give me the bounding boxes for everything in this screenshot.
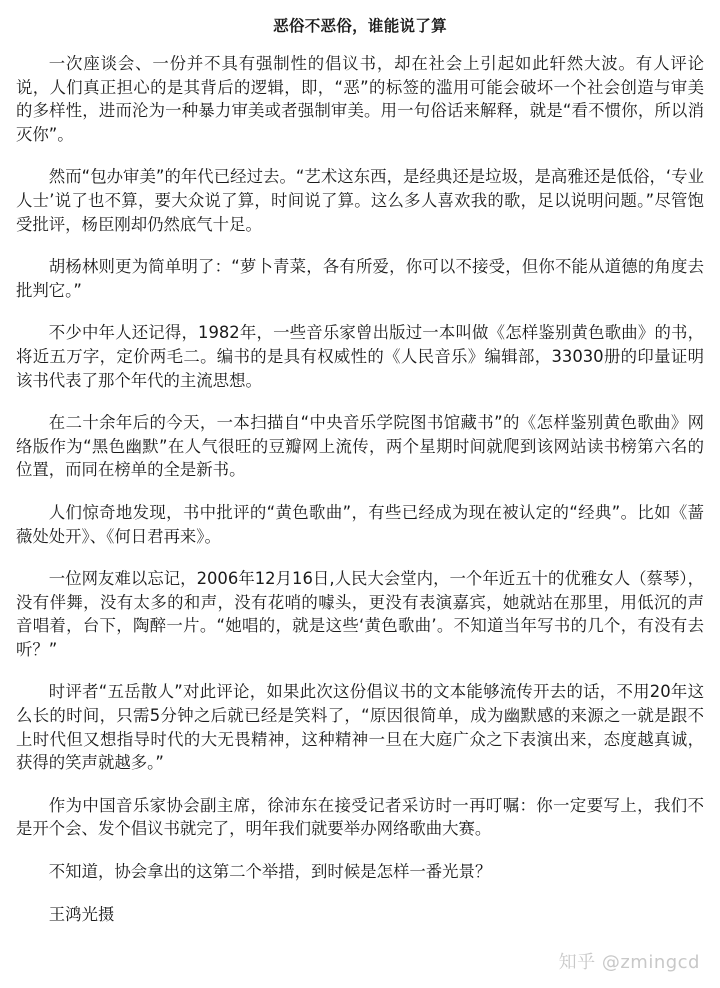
- zhihu-watermark: 知乎 @zmingcd: [558, 952, 700, 973]
- article-paragraph: 不少中年人还记得，1982年，一些音乐家曾出版过一本叫做《怎样鉴别黄色歌曲》的书，将近五万字，定价两毛二。编书的是具有权威性的《人民音乐》编辑部，33030册的印量证明该书代表了那个年代的主流思想。: [16, 323, 704, 390]
- article-paragraph: 一次座谈会、一份并不具有强制性的倡议书，却在社会上引起如此轩然大波。有人评论说，人们真正担心的是其背后的逻辑，即，“恶”的标签的滥用可能会破坏一个社会创造与审美的多样性，进而沦为一种暴力审美或者强制审美。用一句俗话来解释，就是“看不惯你，所以消灭你”。: [16, 54, 704, 144]
- article-paragraph: 胡杨林则更为简单明了：“萝卜青菜，各有所爱，你可以不接受，但你不能从道德的角度去批判它。”: [16, 257, 704, 300]
- photo-credit: 王鸿光摄: [48, 904, 115, 924]
- article-title: 恶俗不恶俗，谁能说了算: [273, 17, 447, 35]
- article-paragraph: 不知道，协会拿出的这第二个举措，到时候是怎样一番光景？: [48, 862, 492, 882]
- article-paragraph: 作为中国音乐家协会副主席，徐沛东在接受记者采访时一再叮嘱：你一定要写上，我们不是开个会、发个倡议书就完了，明年我们就要举办网络歌曲大赛。: [16, 795, 704, 839]
- article-paragraph: 一位网友难以忘记，2006年12月16日,人民大会堂内，一个年近五十的优雅女人（蔡琴），没有伴舞，没有太多的和声，没有花哨的噱头，更没有表演嘉宾，她就站在那里，用低沉的声音唱着，台下，陶醉一片。“她唱的，就是这些‘黄色歌曲’。不知道当年写书的几个，有没有去听？”: [16, 569, 704, 659]
- article-paragraph: 在二十余年后的今天，一本扫描自“中央音乐学院图书馆藏书”的《怎样鉴别黄色歌曲》网络版作为“黑色幽默”在人气很旺的豆瓣网上流传，两个星期时间就爬到该网站读书榜第六名的位置，而同在榜单的全是新书。: [16, 413, 704, 480]
- article-paragraph: 人们惊奇地发现，书中批评的“黄色歌曲”，有些已经成为现在被认定的“经典”。比如《蔷薇处处开》、《何日君再来》。: [16, 502, 704, 546]
- article-paragraph: 时评者“五岳散人”对此评论，如果此次这份倡议书的文本能够流传开去的话，不用20年这么长的时间，只需5分钟之后就已经是笑料了，“原因很简单，成为幽默感的来源之一就是跟不上时代但又想指导时代的大无畏精神，这种精神一旦在大庭广众之下表演出来，态度越真诚，获得的笑声就越多。”: [16, 682, 704, 773]
- article-paragraph: 然而“包办审美”的年代已经过去。“艺术这东西，是经典还是垃圾，是高雅还是低俗，‘专业人士’说了也不算，要大众说了算，时间说了算。这么多人喜欢我的歌，足以说明问题。”尽管饱受批评，杨臣刚却仍然底气十足。: [16, 167, 704, 234]
